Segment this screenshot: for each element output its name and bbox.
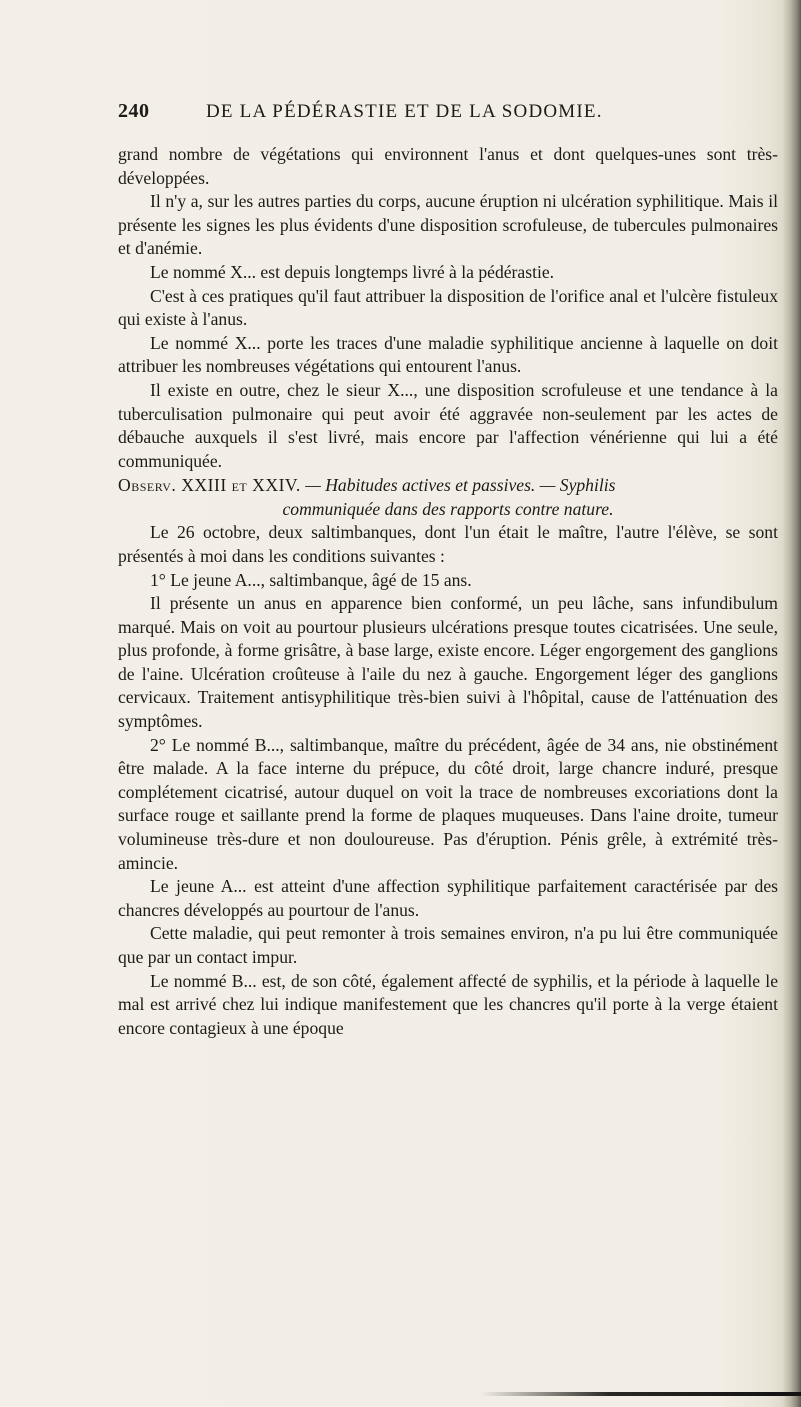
page-body (118, 143, 778, 1040)
paragraph: 2° Le nommé B..., saltimbanque, maître du précédent, âgée de 34 ans, nie obstinément être malade. A la face interne du prépuce, du côté droit, large chancre induré, presque complétement cicatrisé, autour duquel on voit la trace de nombreuses excoriations dont la surface rouge et saillante prend la forme de plaques muqueuses. Dans l'aine droite, tumeur volumineuse très-dure et non douloureuse. Pas d'éruption. Pénis grêle, à extrémité très-amincie. (118, 734, 778, 873)
paragraph: Le nommé X... est depuis longtemps livré à la pédérastie. (150, 261, 555, 282)
paragraph: Le nommé B... est, de son côté, également affecté de syphilis, et la période à laquelle le mal est arrivé chez lui indique manifestement que les chancres qu'il porte à la verge étaient encore contagieux à une époque (118, 970, 778, 1038)
paragraph: Cette maladie, qui peut remonter à trois semaines environ, n'a pu lui être communiquée que par un contact impur. (118, 923, 778, 967)
running-head: DE LA PÉDÉRASTIE ET DE LA SODOMIE. (206, 101, 603, 122)
paragraph: Le nommé X... porte les traces d'une maladie syphilitique ancienne à laquelle on doit attribuer les nombreuses végétations qui entourent l'anus. (118, 332, 778, 377)
page-number: 240 (118, 100, 150, 122)
page-header (118, 100, 730, 128)
paragraph: Le jeune A... est atteint d'une affection syphilitique parfaitement caractérisée par des chancres développés au pourtour de l'anus. (118, 876, 778, 920)
paragraph: grand nombre de végétations qui environnent l'anus et dont quelques-unes sont très-développées. (118, 144, 778, 188)
paragraph: C'est à ces pratiques qu'il faut attribuer la disposition de l'orifice anal et l'ulcère fistuleux qui existe à l'anus. (118, 285, 778, 330)
observation-title-line2: communiquée dans des rapports contre nature. (282, 499, 614, 520)
bottom-edge-shadow (480, 1392, 801, 1396)
paragraph: Il présente un anus en apparence bien conformé, un peu lâche, sans infundibulum marqué. Mais on voit au pourtour plusieurs ulcérations presque toutes cicatrisées. Une seule, plus profonde, à forme grisâtre, à base large, existe encore. Léger engorgement des ganglions de l'aine. Ulcération croûteuse à l'aile du nez à gauche. Engorgement léger des ganglions cervicaux. Traitement antisyphilitique très-bien suivi à l'hôpital, cause de l'atténuation des symptômes. (118, 593, 778, 732)
paragraph: Le 26 octobre, deux saltimbanques, dont l'un était le maître, l'autre l'élève, se sont présentés à moi dans les conditions suivantes : (118, 522, 778, 566)
paragraph: Il existe en outre, chez le sieur X..., une disposition scrofuleuse et une tendance à la tuberculisation pulmonaire qui peut avoir été aggravée non-seulement par les actes de débauche auxquels il s'est livré, mais encore par l'affection vénérienne qui lui a été communiquée. (118, 379, 778, 471)
paragraph: 1° Le jeune A..., saltimbanque, âgé de 15 ans. (150, 569, 472, 590)
observation-title-line1: — Habitudes actives et passives. — Syphilis (305, 475, 616, 496)
observation-heading (118, 473, 778, 521)
page-edge-shadow (783, 0, 801, 1407)
paragraph: Il n'y a, sur les autres parties du corps, aucune éruption ni ulcération syphilitique. Mais il présente les signes les plus évidents d'une disposition scrofuleuse, de tubercules pulmonaires et d'anémie. (118, 191, 778, 259)
observation-label: Observ. XXIII et XXIV. (118, 475, 301, 496)
